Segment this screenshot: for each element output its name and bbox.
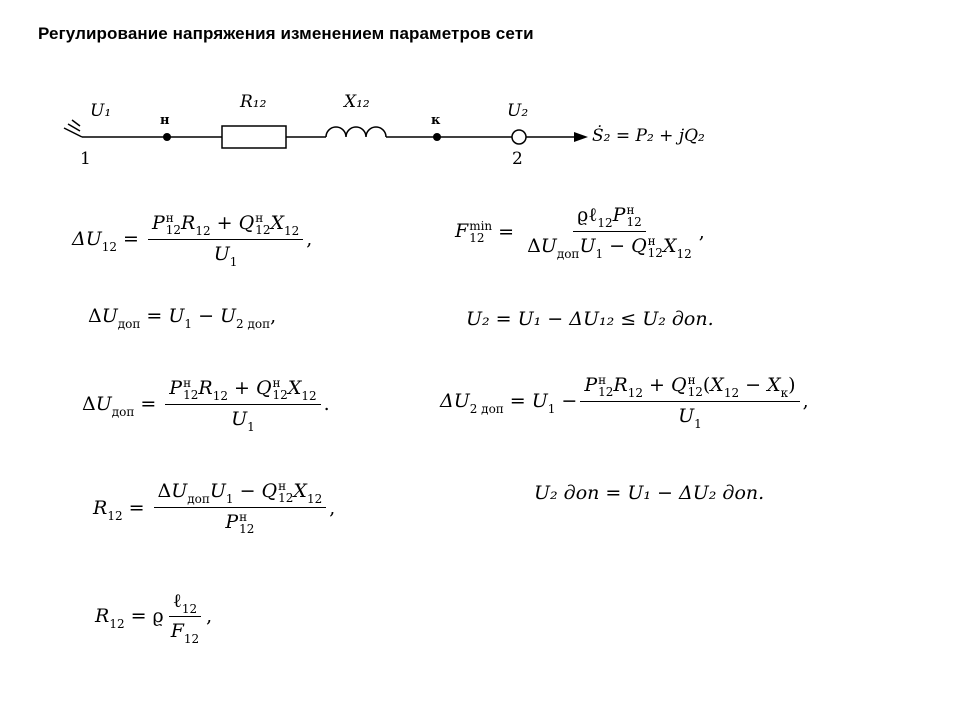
formula-u2-allowed-drop: $\Delta U_{2 доп}$ = $U_1$ − P н 12 $R_{12} + Q$ н 12 $(X_{12} - X_к)$ $U_1$ , [440,373,809,431]
slide-title: Регулирование напряжения изменением параметров сети [38,24,534,43]
circuit-diagram [0,0,960,200]
formula-resistance-geometry: $R_{12}$ = ϱ $\frac{\ell_{12}}{F_{12}}$ , [95,590,213,646]
formula-min-cross-section: F min 12 = ϱℓ$_{12}$P н 12 $\Delta U_{доп}U_1 - Q$ н 12 $X_{12}$ , [455,203,705,261]
load-power-label: Ṡ₂ = P₂ + jQ₂ [592,126,705,146]
formula-voltage-drop: $\Delta U_{12}$ = P н 12 $R_{12} + Q$ н 12 $X_{12}$ $U_1$ , [72,211,313,269]
node-1-voltage-label: U₁ [90,101,112,121]
formula-resistance-limit: $R_{12}$ = $\Delta U_{доп}U_1 - Q$ н 12 $X_{12}$ P н 12 , [93,479,336,536]
inductor-symbol [326,127,386,137]
formula-allowed-drop: $\Delta U_{доп} = U_1 - U_{2 доп}$, [88,305,277,331]
formula-u2-condition: U₂ = U₁ − ΔU₁₂ ≤ U₂ доп. [466,308,714,330]
resistor-symbol [222,126,286,148]
point-end [433,133,441,141]
node-2-number: 2 [512,149,523,169]
formula-u2-allowed: U₂ доп = U₁ − ΔU₂ доп. [534,482,765,504]
point-start-label: н [160,113,170,128]
node-2-voltage-label: U₂ [507,101,529,121]
point-start [163,133,171,141]
source-hatch-line [64,128,82,137]
node-2-terminal [512,130,526,144]
node-1-number: 1 [80,149,91,169]
resistor-label: R₁₂ [240,92,267,112]
arrow-icon [574,132,588,142]
point-end-label: к [431,113,441,128]
reactor-label: X₁₂ [344,92,370,112]
formula-allowed-drop-fraction: $\Delta U_{доп}$ = P н 12 $R_{12} + Q$ н 12 $X_{12}$ $U_1$ . [82,376,330,434]
